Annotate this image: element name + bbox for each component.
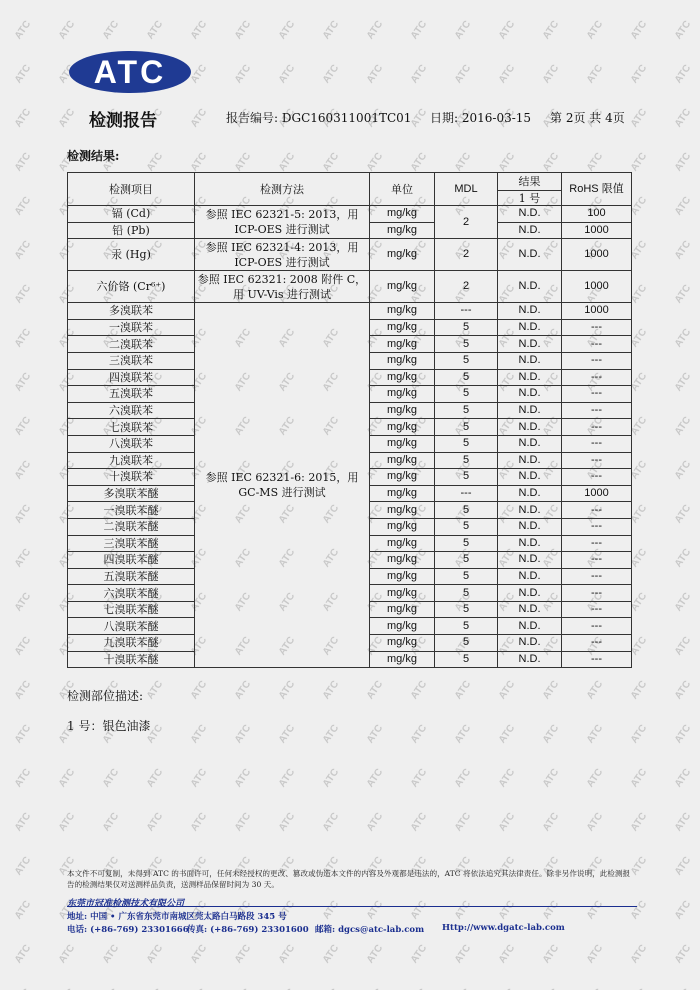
unit-cell: mg/kg: [370, 502, 435, 519]
result-cell: N.D.: [498, 222, 562, 239]
mdl-cell: 5: [435, 402, 498, 419]
mdl-cell: ---: [435, 485, 498, 502]
result-cell: N.D.: [498, 352, 562, 369]
unit-cell: mg/kg: [370, 369, 435, 386]
atc-logo: [68, 50, 192, 94]
mdl-cell: 5: [435, 585, 498, 602]
mdl-cell: 5: [435, 452, 498, 469]
limit-cell: 1000: [562, 239, 632, 271]
unit-cell: mg/kg: [370, 518, 435, 535]
item-cell: 一溴联苯醚: [68, 502, 195, 519]
item-cell: 四溴联苯: [68, 369, 195, 386]
col-header-item: 检测项目: [68, 173, 195, 206]
item-cell: 五溴联苯醚: [68, 568, 195, 585]
unit-cell: mg/kg: [370, 386, 435, 403]
col-header-method: 检测方法: [195, 173, 370, 206]
unit-cell: mg/kg: [370, 336, 435, 353]
col-header-result: 结果: [498, 173, 562, 191]
company-name: 东莞市冠准检测技术有限公司: [67, 899, 185, 909]
item-cell: 二溴联苯: [68, 336, 195, 353]
logo-text: ATC: [93, 54, 167, 90]
mdl-cell: ---: [435, 303, 498, 320]
item-cell: 三溴联苯醚: [68, 535, 195, 552]
result-cell: N.D.: [498, 419, 562, 436]
unit-cell: mg/kg: [370, 271, 435, 303]
item-cell: 九溴联苯醚: [68, 635, 195, 652]
website-link[interactable]: Http://www.dgatc-lab.com: [442, 923, 565, 933]
result-cell: N.D.: [498, 601, 562, 618]
mdl-cell: 5: [435, 535, 498, 552]
unit-cell: mg/kg: [370, 568, 435, 585]
item-cell: 多溴联苯: [68, 303, 195, 320]
method-cell: 参照 IEC 62321-6: 2015，用 GC-MS 进行测试: [195, 303, 370, 668]
limit-cell: 1000: [562, 222, 632, 239]
method-cell: 参照 IEC 62321-5: 2013，用 ICP-OES 进行测试: [195, 206, 370, 239]
limit-cell: ---: [562, 585, 632, 602]
limit-cell: ---: [562, 502, 632, 519]
limit-cell: ---: [562, 386, 632, 403]
table-row: [68, 271, 632, 303]
item-cell: 七溴联苯: [68, 419, 195, 436]
limit-cell: 1000: [562, 303, 632, 320]
result-cell: N.D.: [498, 552, 562, 569]
page-indicator: 第 2页 共 4页: [550, 111, 625, 125]
unit-cell: mg/kg: [370, 402, 435, 419]
limit-cell: ---: [562, 635, 632, 652]
limit-cell: ---: [562, 352, 632, 369]
phone-number: 电话: (+86-769) 23301666: [67, 925, 189, 935]
mdl-cell: 5: [435, 419, 498, 436]
item-cell: 六价铬 (Cr⁶⁺): [68, 271, 195, 303]
result-cell: N.D.: [498, 303, 562, 320]
limit-cell: ---: [562, 419, 632, 436]
result-cell: N.D.: [498, 651, 562, 668]
unit-cell: mg/kg: [370, 635, 435, 652]
limit-cell: ---: [562, 535, 632, 552]
result-cell: N.D.: [498, 635, 562, 652]
unit-cell: mg/kg: [370, 419, 435, 436]
item-cell: 五溴联苯: [68, 386, 195, 403]
fax-number: 传真: (+86-769) 23301600: [187, 925, 309, 935]
result-cell: N.D.: [498, 319, 562, 336]
location-heading: 检测部位描述:: [67, 689, 144, 703]
unit-cell: mg/kg: [370, 485, 435, 502]
result-cell: N.D.: [498, 568, 562, 585]
mdl-cell: 5: [435, 336, 498, 353]
item-cell: 一溴联苯: [68, 319, 195, 336]
unit-cell: mg/kg: [370, 303, 435, 320]
result-cell: N.D.: [498, 386, 562, 403]
result-cell: N.D.: [498, 336, 562, 353]
unit-cell: mg/kg: [370, 585, 435, 602]
item-cell: 铅 (Pb): [68, 222, 195, 239]
mdl-cell: 2: [435, 206, 498, 239]
mdl-cell: 5: [435, 651, 498, 668]
result-cell: N.D.: [498, 239, 562, 271]
result-cell: N.D.: [498, 535, 562, 552]
mdl-cell: 5: [435, 369, 498, 386]
limit-cell: ---: [562, 369, 632, 386]
limit-cell: ---: [562, 518, 632, 535]
report-date: 日期: 2016-03-15: [430, 111, 532, 125]
result-cell: N.D.: [498, 452, 562, 469]
unit-cell: mg/kg: [370, 552, 435, 569]
table-row: [68, 206, 632, 223]
result-cell: N.D.: [498, 402, 562, 419]
result-cell: N.D.: [498, 585, 562, 602]
item-cell: 镉 (Cd): [68, 206, 195, 223]
col-header-unit: 单位: [370, 173, 435, 206]
item-cell: 十溴联苯醚: [68, 651, 195, 668]
col-header-limit: RoHS 限值: [562, 173, 632, 206]
unit-cell: mg/kg: [370, 469, 435, 486]
report-number: 报告编号: DGC160311001TC01: [226, 111, 412, 125]
result-cell: N.D.: [498, 618, 562, 635]
unit-cell: mg/kg: [370, 601, 435, 618]
mdl-cell: 5: [435, 469, 498, 486]
limit-cell: 1000: [562, 271, 632, 303]
unit-cell: mg/kg: [370, 222, 435, 239]
limit-cell: ---: [562, 452, 632, 469]
mdl-cell: 5: [435, 518, 498, 535]
item-cell: 九溴联苯: [68, 452, 195, 469]
result-cell: N.D.: [498, 206, 562, 223]
mdl-cell: 5: [435, 435, 498, 452]
method-cell: 参照 IEC 62321: 2008 附件 C，用 UV-Vis 进行测试: [195, 271, 370, 303]
item-cell: 六溴联苯: [68, 402, 195, 419]
unit-cell: mg/kg: [370, 618, 435, 635]
unit-cell: mg/kg: [370, 535, 435, 552]
unit-cell: mg/kg: [370, 239, 435, 271]
result-cell: N.D.: [498, 502, 562, 519]
limit-cell: 1000: [562, 485, 632, 502]
unit-cell: mg/kg: [370, 352, 435, 369]
item-cell: 多溴联苯醚: [68, 485, 195, 502]
unit-cell: mg/kg: [370, 435, 435, 452]
col-header-mdl: MDL: [435, 173, 498, 206]
mdl-cell: 5: [435, 552, 498, 569]
item-cell: 八溴联苯醚: [68, 618, 195, 635]
mdl-cell: 5: [435, 502, 498, 519]
mdl-cell: 5: [435, 568, 498, 585]
table-row: [68, 303, 632, 320]
limit-cell: ---: [562, 435, 632, 452]
mdl-cell: 2: [435, 239, 498, 271]
item-cell: 七溴联苯醚: [68, 601, 195, 618]
result-cell: N.D.: [498, 485, 562, 502]
item-cell: 三溴联苯: [68, 352, 195, 369]
method-cell: 参照 IEC 62321-4: 2013，用 ICP-OES 进行测试: [195, 239, 370, 271]
document-title: 检测报告: [89, 111, 157, 131]
result-cell: N.D.: [498, 469, 562, 486]
unit-cell: mg/kg: [370, 452, 435, 469]
mdl-cell: 5: [435, 635, 498, 652]
item-cell: 八溴联苯: [68, 435, 195, 452]
item-cell: 四溴联苯醚: [68, 552, 195, 569]
result-cell: N.D.: [498, 435, 562, 452]
mdl-cell: 5: [435, 319, 498, 336]
limit-cell: ---: [562, 319, 632, 336]
unit-cell: mg/kg: [370, 319, 435, 336]
unit-cell: mg/kg: [370, 206, 435, 223]
result-cell: N.D.: [498, 518, 562, 535]
limit-cell: ---: [562, 402, 632, 419]
result-cell: N.D.: [498, 369, 562, 386]
disclaimer: 本文件不可复制，未得到 ATC 的书面许可，任何未经授权的更改、篡改或伪造本文件的内容及外观都是违法的，ATC 将依法追究其法律责任。除非另作说明，此检测报告的检测结果仅对送测样品负责，送测样品保留时间为 30 天。: [67, 869, 631, 889]
table-row: [68, 239, 632, 271]
limit-cell: 100: [562, 206, 632, 223]
footer-divider: [67, 906, 637, 907]
item-cell: 六溴联苯醚: [68, 585, 195, 602]
results-heading: 检测结果:: [67, 149, 120, 163]
item-cell: 汞 (Hg): [68, 239, 195, 271]
item-cell: 二溴联苯醚: [68, 518, 195, 535]
limit-cell: ---: [562, 469, 632, 486]
limit-cell: ---: [562, 651, 632, 668]
results-table: [67, 172, 632, 668]
mdl-cell: 2: [435, 271, 498, 303]
mdl-cell: 5: [435, 618, 498, 635]
unit-cell: mg/kg: [370, 651, 435, 668]
mdl-cell: 5: [435, 386, 498, 403]
limit-cell: ---: [562, 601, 632, 618]
limit-cell: ---: [562, 568, 632, 585]
limit-cell: ---: [562, 618, 632, 635]
item-cell: 十溴联苯: [68, 469, 195, 486]
mdl-cell: 5: [435, 601, 498, 618]
result-cell: N.D.: [498, 271, 562, 303]
location-item: 1 号：银色油漆: [67, 719, 151, 733]
limit-cell: ---: [562, 336, 632, 353]
mdl-cell: 5: [435, 352, 498, 369]
col-header-result-sample: 1 号: [498, 191, 562, 206]
company-address: 地址: 中国 • 广东省东莞市南城区莞太路白马路段 345 号: [67, 912, 287, 922]
table-header-row: [68, 173, 632, 191]
limit-cell: ---: [562, 552, 632, 569]
email-link[interactable]: 邮箱: dgcs@atc-lab.com: [315, 925, 425, 935]
